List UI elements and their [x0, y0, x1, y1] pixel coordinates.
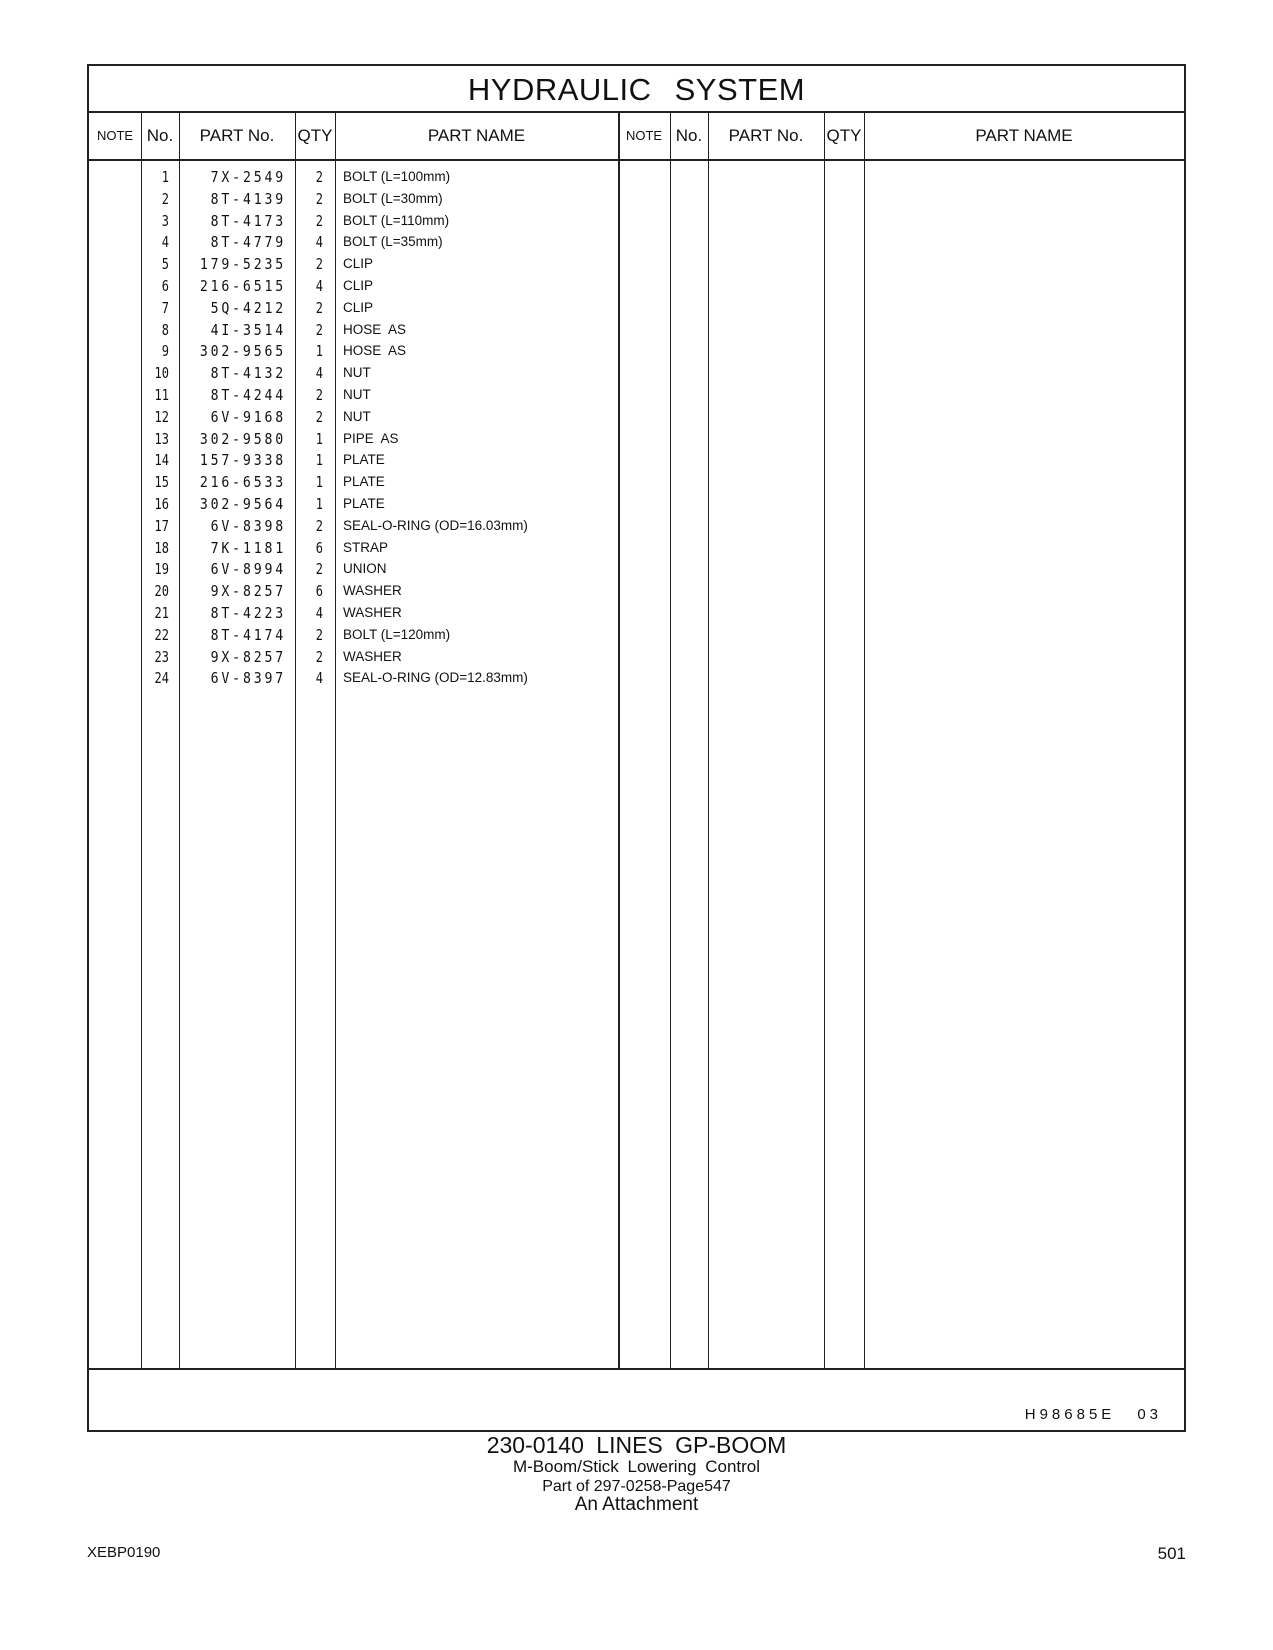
- part-name: PLATE: [343, 452, 385, 468]
- row-number: 16: [154, 495, 169, 513]
- row-number: 3: [161, 211, 169, 230]
- part-number: 6V-9168: [210, 407, 286, 426]
- header-no-right: No.: [675, 126, 703, 145]
- quantity: 2: [315, 255, 323, 274]
- quantity: 2: [315, 211, 323, 230]
- table-row: [89, 624, 1184, 647]
- part-number: 8T-4244: [210, 386, 286, 404]
- part-name: WASHER: [343, 583, 402, 599]
- quantity: 2: [315, 298, 323, 317]
- part-number: 7K-1181: [210, 538, 286, 557]
- part-number: 5Q-4212: [210, 298, 286, 317]
- quantity: 1: [315, 495, 323, 513]
- quantity: 4: [315, 233, 323, 252]
- header-qty-right: QTY: [826, 126, 862, 145]
- table-row: [89, 362, 1184, 385]
- part-number: 9X-8257: [210, 647, 286, 666]
- table-row: [89, 449, 1184, 472]
- group-title: 230-0140 LINES GP-BOOM: [486, 1432, 787, 1458]
- table-header: [89, 113, 1184, 161]
- row-number: 19: [154, 560, 169, 579]
- table-row: [89, 231, 1184, 254]
- quantity: 2: [315, 560, 323, 579]
- table-row: [89, 384, 1184, 407]
- part-name: CLIP: [343, 278, 374, 293]
- part-number: 4I-3514: [210, 320, 286, 339]
- table-row: [89, 515, 1184, 538]
- part-name: WASHER: [343, 648, 402, 664]
- row-number: 24: [154, 669, 169, 688]
- quantity: 2: [315, 320, 323, 339]
- part-name: HOSE AS: [343, 321, 407, 337]
- row-number: 14: [154, 451, 169, 470]
- table-row: [89, 602, 1184, 625]
- part-name: NUT: [343, 387, 371, 402]
- header-no-left: No.: [146, 126, 174, 145]
- table-row: [89, 537, 1184, 560]
- quantity: 4: [315, 364, 323, 383]
- part-name: CLIP: [343, 299, 374, 315]
- part-name: NUT: [343, 408, 371, 424]
- part-number: 179-5235: [199, 255, 286, 274]
- part-number: 6V-8398: [210, 516, 286, 535]
- part-number: 8T-4223: [210, 604, 286, 622]
- table-row: [89, 253, 1184, 276]
- quantity: 6: [315, 538, 323, 557]
- row-number: 8: [161, 320, 169, 339]
- row-number: 9: [161, 342, 169, 361]
- drawing-number: H98685E: [1024, 1406, 1116, 1423]
- quantity: 2: [315, 516, 323, 535]
- part-number: 302-9580: [199, 429, 286, 448]
- part-name: BOLT (L=100mm): [343, 169, 451, 184]
- row-number: 6: [161, 277, 169, 295]
- part-name: SEAL-O-RING (OD=16.03mm): [343, 517, 528, 533]
- quantity: 4: [315, 669, 323, 688]
- table-row: [89, 406, 1184, 429]
- table-row: [89, 493, 1184, 516]
- row-number: 13: [154, 429, 169, 448]
- group-subtitle: M-Boom/Stick Lowering Control: [512, 1457, 761, 1476]
- table-row: [89, 428, 1184, 451]
- page-number: 501: [1157, 1544, 1186, 1563]
- part-number: 6V-8994: [210, 560, 286, 579]
- row-number: 2: [161, 189, 169, 208]
- row-number: 18: [154, 538, 169, 557]
- table-row: [89, 471, 1184, 494]
- quantity: 1: [315, 473, 323, 492]
- row-number: 17: [154, 516, 169, 535]
- row-number: 11: [154, 386, 169, 404]
- row-number: 5: [161, 255, 169, 274]
- table-row: [89, 297, 1184, 320]
- part-number: 8T-4173: [210, 211, 286, 230]
- part-number: 157-9338: [199, 451, 286, 470]
- part-number: 7X-2549: [210, 168, 286, 186]
- part-name: HOSE AS: [343, 343, 407, 359]
- part-name: PLATE: [343, 496, 385, 511]
- row-number: 1: [161, 168, 169, 186]
- part-name: STRAP: [343, 539, 389, 555]
- header-note-right: NOTE: [625, 128, 663, 143]
- page-title: HYDRAULIC SYSTEM: [89, 66, 1184, 113]
- row-number: 20: [154, 582, 169, 601]
- header-qty-left: QTY: [297, 126, 333, 145]
- part-name: WASHER: [343, 605, 402, 620]
- drawing-reference: [1025, 1406, 1162, 1423]
- row-number: 21: [154, 604, 169, 622]
- header-part-no-right: PART No.: [728, 126, 804, 145]
- part-name: PIPE AS: [343, 430, 399, 446]
- header-part-name-left: PART NAME: [427, 126, 526, 145]
- table-bottom-divider: [89, 1368, 1184, 1370]
- header-part-name-right: PART NAME: [975, 126, 1073, 145]
- drawing-revision: 03: [1137, 1406, 1162, 1423]
- row-number: 7: [161, 298, 169, 317]
- quantity: 1: [315, 342, 323, 361]
- part-number: 216-6533: [199, 473, 286, 492]
- header-part-no-left: PART No.: [199, 126, 275, 145]
- quantity: 6: [315, 582, 323, 601]
- quantity: 1: [315, 429, 323, 448]
- part-number: 9X-8257: [210, 582, 286, 601]
- part-number: 216-6515: [199, 277, 286, 295]
- quantity: 2: [315, 168, 323, 186]
- table-row: [89, 210, 1184, 233]
- part-name: BOLT (L=30mm): [343, 190, 443, 206]
- row-number: 15: [154, 473, 169, 492]
- table-row: [89, 558, 1184, 581]
- part-name: SEAL-O-RING (OD=12.83mm): [343, 670, 528, 686]
- table-row: [89, 188, 1184, 211]
- table-row: [89, 166, 1184, 189]
- part-name: BOLT (L=110mm): [343, 212, 450, 228]
- table-row: [89, 319, 1184, 342]
- quantity: 1: [315, 451, 323, 470]
- part-name: PLATE: [343, 474, 385, 490]
- quantity: 2: [315, 386, 323, 404]
- part-number: 8T-4139: [210, 189, 286, 208]
- table-row: [89, 667, 1184, 690]
- group-attachment: An Attachment: [574, 1494, 699, 1515]
- parts-table: [87, 64, 1186, 1432]
- header-note-left: NOTE: [96, 128, 134, 143]
- quantity: 2: [315, 625, 323, 644]
- part-number: 302-9564: [199, 495, 286, 513]
- part-name: BOLT (L=35mm): [343, 234, 443, 250]
- row-number: 4: [161, 233, 169, 252]
- row-number: 12: [154, 407, 169, 426]
- table-row: [89, 340, 1184, 363]
- table-row: [89, 580, 1184, 603]
- row-number: 10: [154, 364, 169, 383]
- part-number: 8T-4174: [210, 625, 286, 644]
- row-number: 22: [154, 625, 169, 644]
- part-number: 302-9565: [199, 342, 286, 361]
- document-id: XEBP0190: [87, 1544, 161, 1561]
- quantity: 2: [315, 189, 323, 208]
- quantity: 2: [315, 647, 323, 666]
- part-name: UNION: [343, 561, 387, 577]
- table-row: [89, 646, 1184, 669]
- part-number: 8T-4779: [210, 233, 286, 252]
- part-name: BOLT (L=120mm): [343, 626, 451, 642]
- group-part-of: Part of 297-0258-Page547: [542, 1478, 731, 1495]
- quantity: 2: [315, 407, 323, 426]
- part-number: 6V-8397: [210, 669, 286, 688]
- quantity: 4: [315, 604, 323, 622]
- part-name: NUT: [343, 365, 371, 381]
- quantity: 4: [315, 277, 323, 295]
- table-row: [89, 275, 1184, 298]
- part-number: 8T-4132: [210, 364, 286, 383]
- row-number: 23: [154, 647, 169, 666]
- part-name: CLIP: [343, 256, 374, 272]
